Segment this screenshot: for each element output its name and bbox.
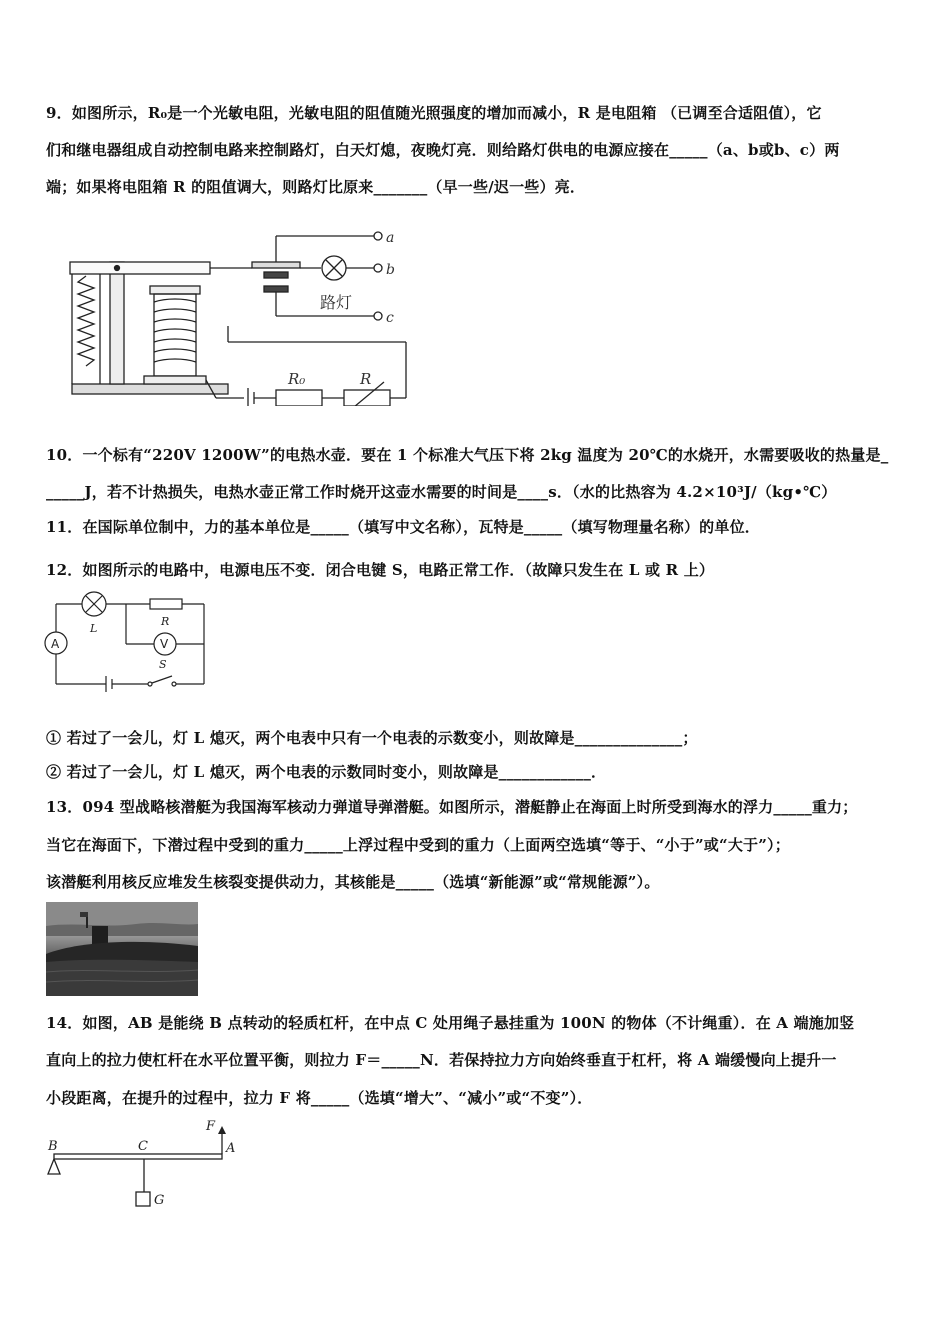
resistor-r-label: R xyxy=(161,615,170,628)
terminal-a-label: a xyxy=(386,230,395,246)
lever-figure xyxy=(44,1118,244,1210)
point-b-label: B xyxy=(48,1139,58,1154)
q10-line-1: 10．一个标有“220V 1200W”的电热水壶．要在 1 个标准大气压下将 2kg 温度为 20℃的水烧开，水需要吸收的热量是_ xyxy=(46,446,889,464)
q14-line-2: 直向上的拉力使杠杆在水平位置平衡，则拉力 F＝_____N．若保持拉力方向始终垂直于杠杆，将 A 端缓慢向上提升一 xyxy=(46,1051,837,1069)
q9-line-2: 们和继电器组成自动控制电路来控制路灯，白天灯熄，夜晚灯亮．则给路灯供电的电源应接在_____（a、b或b、c）两 xyxy=(46,141,840,159)
q13-line-1: 13．094 型战略核潜艇为我国海军核动力弹道导弹潜艇。如图所示，潜艇静止在海面上时所受到海水的浮力_____重力； xyxy=(46,798,858,816)
q11-line-1: 11．在国际单位制中，力的基本单位是_____（填写中文名称），瓦特是_____（填写物理量名称）的单位． xyxy=(46,518,760,536)
weight-g-label: G xyxy=(154,1193,165,1208)
q12-line-1: 12．如图所示的电路中，电源电压不变．闭合电键 S，电路正常工作．（故障只发生在 L 或 R 上） xyxy=(46,561,715,579)
relay-circuit-figure xyxy=(66,226,416,406)
r0-label: R₀ xyxy=(288,370,306,388)
lamp-l-label: L xyxy=(90,622,98,635)
voltmeter-label: V xyxy=(160,637,169,651)
q14-line-1: 14．如图，AB 是能绕 B 点转动的轻质杠杆，在中点 C 处用绳子悬挂重为 100N 的物体（不计绳重）．在 A 端施加竖 xyxy=(46,1014,855,1032)
q12-item-1: ① 若过了一会儿，灯 L 熄灭，两个电表中只有一个电表的示数变小，则故障是______________； xyxy=(46,729,698,747)
q13-line-3: 该潜艇利用核反应堆发生核裂变提供动力，其核能是_____（选填“新能源”或“常规能源”）。 xyxy=(46,873,660,891)
point-c-label: C xyxy=(138,1139,148,1154)
q9-line-3: 端；如果将电阻箱 R 的阻值调大，则路灯比原来_______（早一些/迟一些）亮． xyxy=(46,178,586,196)
q10-line-2: _____J，若不计热损失，电热水壶正常工作时烧开这壶水需要的时间是____s．（水的比热容为 4.2×10³J/（kg•℃） xyxy=(46,483,837,501)
terminal-b-label: b xyxy=(386,262,395,278)
lamp-label: 路灯 xyxy=(320,293,353,312)
terminal-c-label: c xyxy=(386,310,394,326)
series-circuit-figure xyxy=(44,590,214,695)
q9-line-1: 9．如图所示，R₀是一个光敏电阻，光敏电阻的阻值随光照强度的增加而减小，R 是电阻箱 （已调至合适阻值），它 xyxy=(46,104,822,122)
q13-line-2: 当它在海面下，下潜过程中受到的重力_____上浮过程中受到的重力（上面两空选填“等于、“小于”或“大于”）； xyxy=(46,836,790,854)
r-label: R xyxy=(360,370,372,388)
submarine-photo xyxy=(46,902,198,996)
switch-s-label: S xyxy=(159,658,167,671)
point-a-label: A xyxy=(226,1141,236,1156)
ammeter-label: A xyxy=(51,637,60,651)
q14-line-3: 小段距离，在提升的过程中，拉力 F 将_____（选填“增大”、“减小”或“不变”）． xyxy=(46,1089,593,1107)
q12-item-2: ② 若过了一会儿，灯 L 熄灭，两个电表的示数同时变小，则故障是____________． xyxy=(46,763,607,781)
force-f-label: F xyxy=(206,1119,216,1134)
